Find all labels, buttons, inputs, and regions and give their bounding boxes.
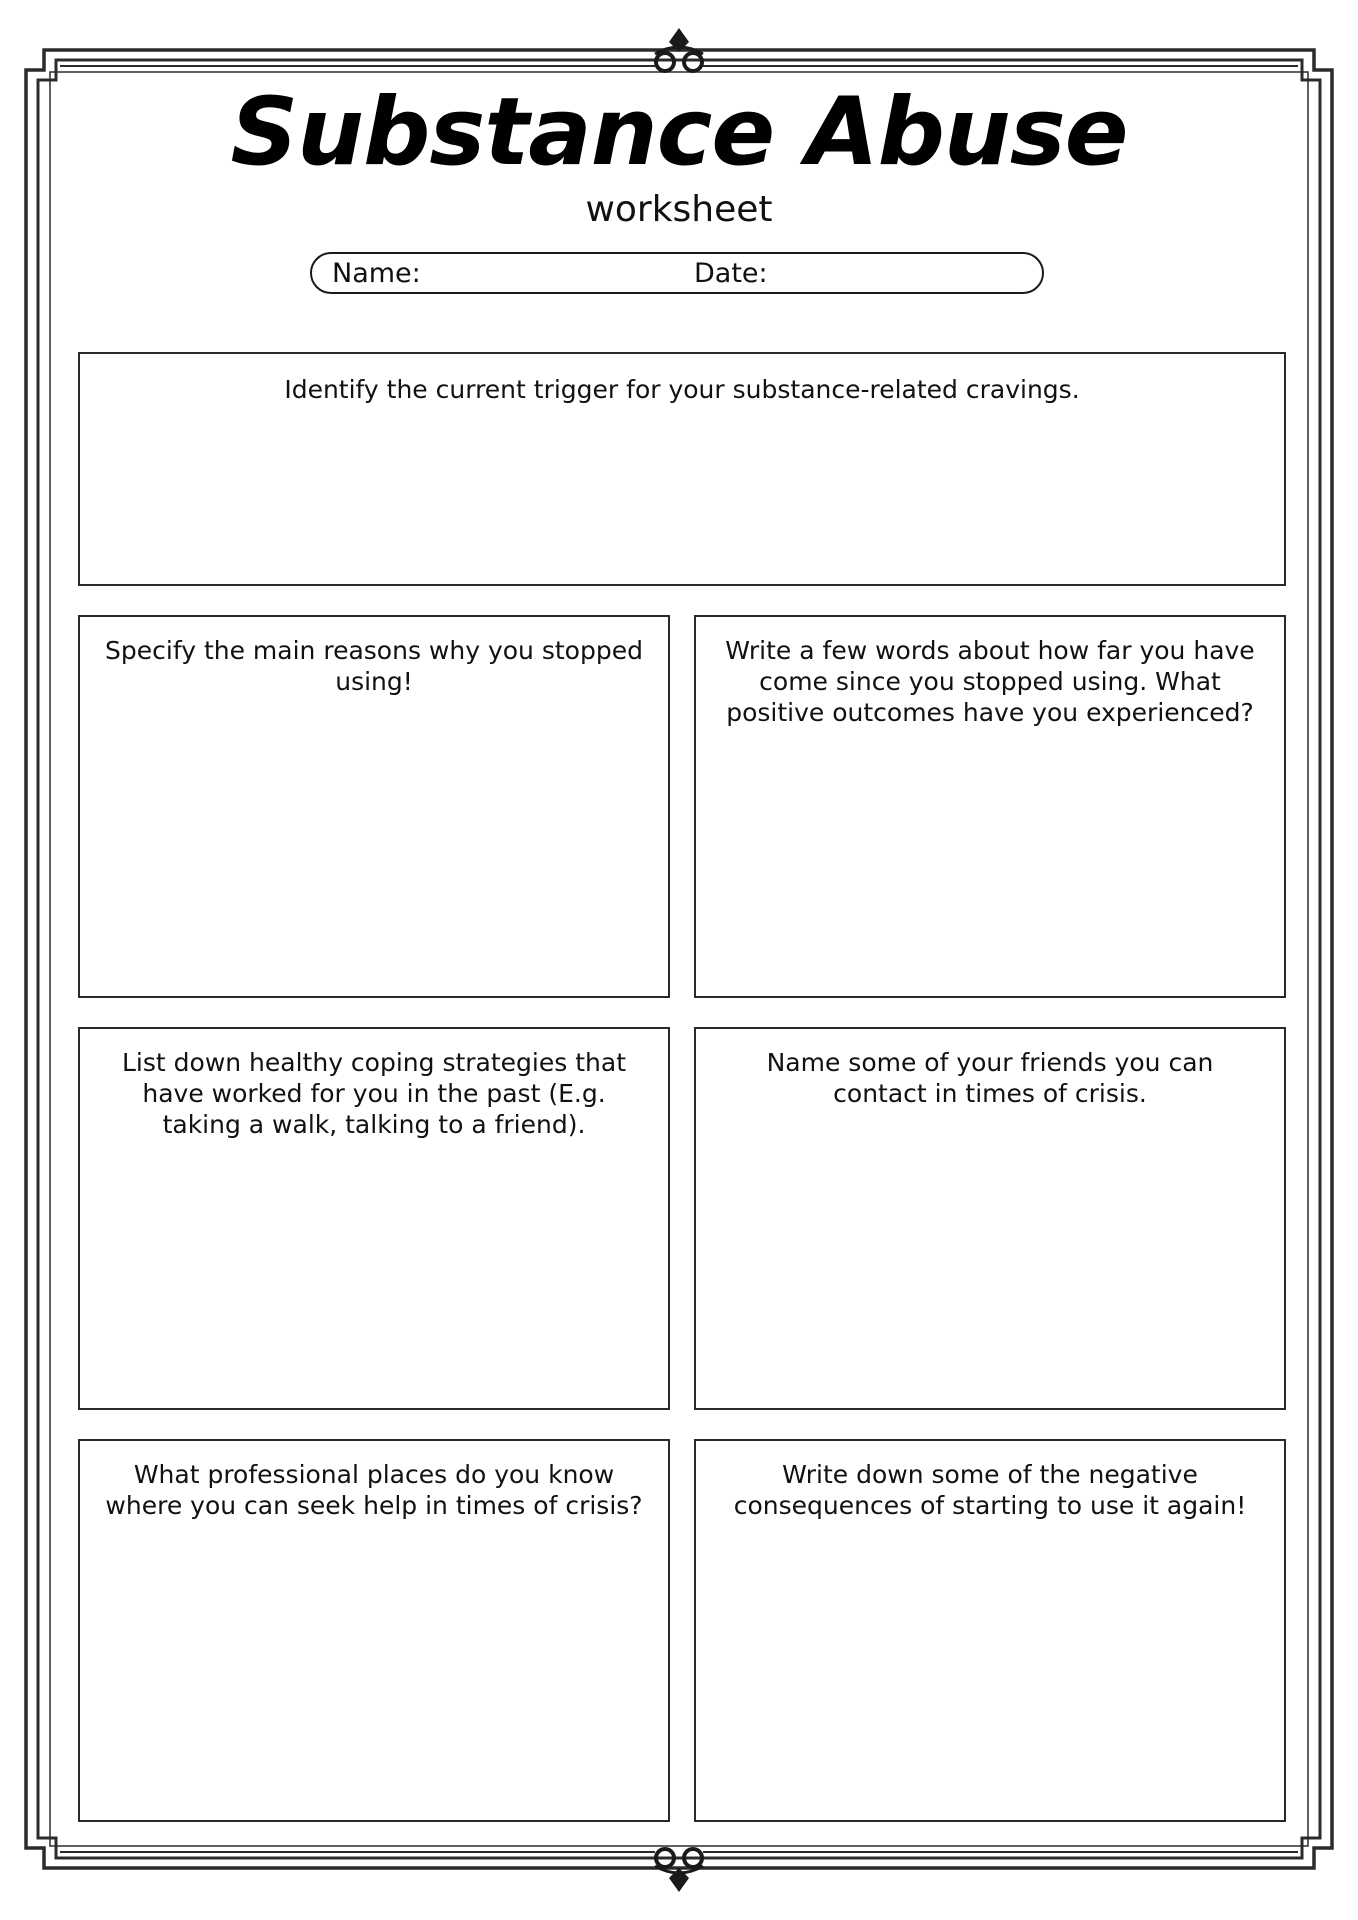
friends-contact-answer-box[interactable] [694, 1027, 1286, 1410]
date-label: Date: [694, 258, 768, 289]
reasons-answer-box[interactable] [78, 615, 670, 998]
name-label: Name: [332, 258, 421, 289]
progress-answer-box[interactable] [694, 615, 1286, 998]
prompt-text: Specify the main reasons why you stopped using! [105, 636, 643, 696]
worksheet-subtitle: worksheet [585, 189, 773, 230]
prompt-text: What professional places do you know where you can seek help in times of crisis? [105, 1460, 643, 1520]
prompt-text: List down healthy coping strategies that have worked for you in the past (E.g. taking a walk, talking to a friend). [122, 1048, 626, 1139]
worksheet-title: Substance Abuse [230, 78, 1128, 187]
professional-help-answer-box[interactable] [78, 1439, 670, 1822]
prompt-text: Identify the current trigger for your substance-related cravings. [284, 375, 1080, 404]
negative-consequences-answer-box[interactable] [694, 1439, 1286, 1822]
prompt-text: Write a few words about how far you have come since you stopped using. What positive outcomes have you experienced? [725, 636, 1255, 727]
ornament-top-icon [655, 28, 703, 71]
ornament-bottom-icon [655, 1849, 703, 1892]
trigger-answer-box[interactable] [78, 352, 1286, 586]
prompt-text: Write down some of the negative consequences of starting to use it again! [733, 1460, 1247, 1520]
coping-strategies-answer-box[interactable] [78, 1027, 670, 1410]
name-date-field[interactable] [310, 252, 1044, 294]
prompt-text: Name some of your friends you can contact in times of crisis. [766, 1048, 1214, 1108]
